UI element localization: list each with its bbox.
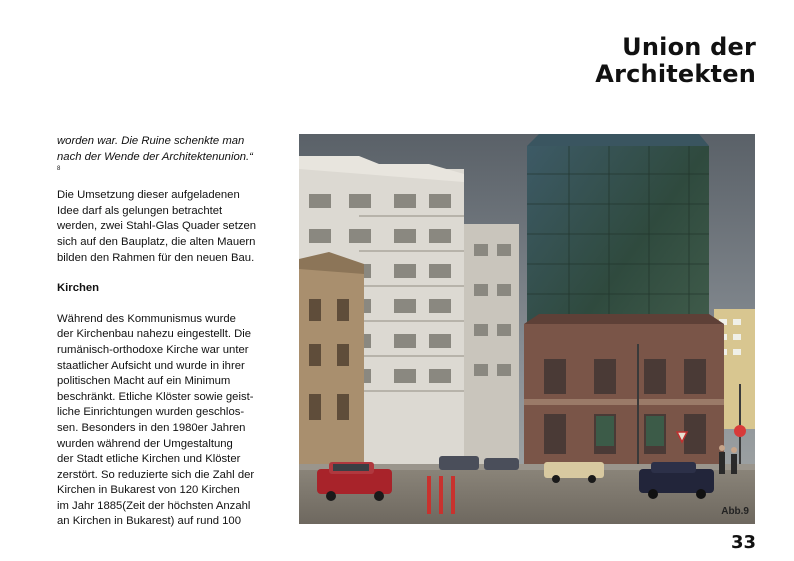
page-title: [595, 34, 756, 88]
figure-caption: Abb.9: [721, 506, 749, 517]
paragraph-line: im Jahr 1885(Zeit der höchsten Anzahl: [57, 499, 251, 512]
paragraph-line: politischen Macht auf ein Minimum: [57, 375, 231, 388]
page-number: 33: [730, 532, 756, 553]
footnote-reference: 8: [57, 166, 61, 173]
quote-line: worden war. Die Ruine schenkte man: [57, 135, 245, 147]
paragraph-line: der Kirchenbau nahezu eingestellt. Die: [57, 328, 252, 341]
body-text-column: [57, 134, 277, 530]
paragraph-line: liche Einrichtungen wurden geschlos-: [57, 406, 245, 419]
page-title-line-1: Union der: [622, 33, 756, 61]
paragraph-line: an Kirchen in Bukarest) auf rund 100: [57, 515, 241, 528]
paragraph-line: Die Umsetzung dieser aufgeladenen: [57, 189, 240, 202]
paragraph-line: zerstört. So reduzierte sich die Zahl der: [57, 468, 255, 481]
paragraph-line: rumänisch-orthodoxe Kirche war unter: [57, 343, 249, 356]
paragraph-line: bilden den Rahmen für den neuen Bau.: [57, 251, 255, 264]
paragraph-line: der Stadt etliche Kirchen und Klöster: [57, 453, 241, 466]
paragraph-line: staatlicher Aufsicht und wurde in ihrer: [57, 359, 245, 372]
paragraph-line: sen. Besonders in den 1980er Jahren: [57, 421, 246, 434]
paragraph-line: werden, zwei Stahl-Glas Quader setzen: [57, 220, 257, 233]
paragraph-churches: [57, 312, 277, 530]
paragraph-line: Kirchen in Bukarest von 120 Kirchen: [57, 484, 240, 497]
paragraph-line: wurden während der Umgestaltung: [57, 437, 233, 450]
paragraph-line: Während des Kommunismus wurde: [57, 312, 236, 325]
paragraph-line: Idee darf als gelungen betrachtet: [57, 204, 223, 217]
page-title-line-2: Architekten: [595, 60, 756, 88]
paragraph-line: beschränkt. Etliche Klöster sowie geist-: [57, 390, 254, 403]
paragraph-implementation: [57, 188, 277, 266]
paragraph-line: sich auf den Bauplatz, die alten Mauern: [57, 235, 256, 248]
quote-line: nach der Wende der Architektenunion.“: [57, 150, 253, 163]
architecture-photo: [299, 134, 755, 524]
section-heading-kirchen: Kirchen: [57, 282, 100, 295]
quote-text: [57, 134, 277, 165]
